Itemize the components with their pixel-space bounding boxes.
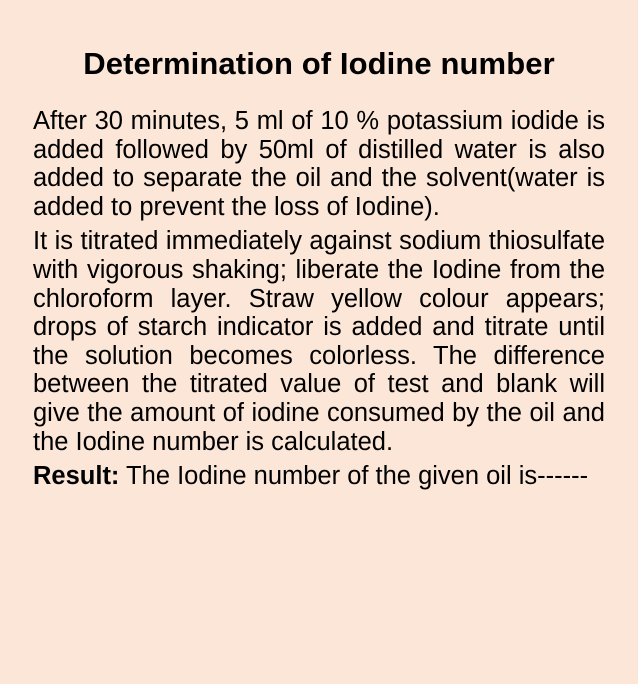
paragraph-procedure-step: After 30 minutes, 5 ml of 10 % potassium iodide is added followed by 50ml of distilled water is also added to separate the oil and the solvent(water is added to prevent the loss of Iodine). <box>33 107 605 221</box>
paragraph-titration: It is titrated immediately against sodium thiosulfate with vigorous shaking; liberate the Iodine from the chloroform layer. Straw yellow colour appears; drops of starch indicator is added and titrate until the solution becomes colorless. The difference between the titrated value of test and blank will give the amount of iodine consumed by the oil and the Iodine number is calculated. <box>33 227 605 456</box>
result-text: The Iodine number of the given oil is------ <box>119 462 589 491</box>
slide-title: Determination of Iodine number <box>83 46 555 81</box>
result-label: Result: <box>33 462 120 491</box>
result-line <box>33 462 605 491</box>
slide-body <box>33 107 605 497</box>
